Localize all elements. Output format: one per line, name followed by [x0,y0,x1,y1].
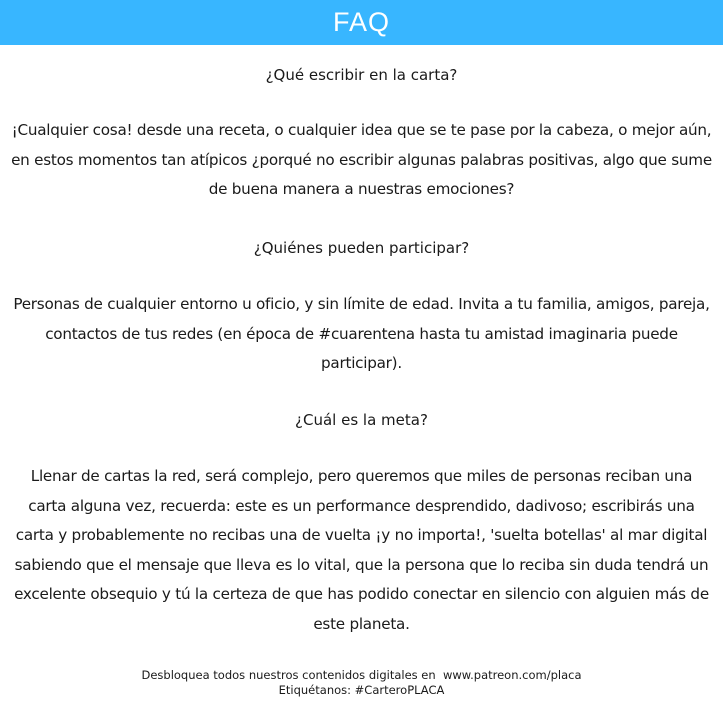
faq-header-bar [0,0,723,45]
footer-hashtag-text: Etiquétanos: #CarteroPLACA [278,683,445,697]
footer-patreon-text: Desbloquea todos nuestros contenidos digitales en www.patreon.com/placa [141,668,582,682]
page-title: FAQ [332,7,390,37]
faq-answer-3: Llenar de cartas la red, será complejo, pero queremos que miles de personas reciban una carta alguna vez, recuerda: este es un performance desprendido, dadivoso; escribirás una carta y probablemente no recibas una de vuelta ¡y no importa!, 'suelta botellas' al mar digital sabiendo que el mensaje que lleva es lo vital, que la persona que lo reciba sin duda tendrá un excelente obsequio y tú la certeza de que has podido conectar en silencio con alguien más de este planeta. [14,467,709,633]
faq-answer-2: Personas de cualquier entorno u oficio, y sin límite de edad. Invita a tu familia, amigos, pareja, contactos de tus redes (en época de #cuarentena hasta tu amistad imaginaria puede participar). [13,295,710,372]
faq-answer-1: ¡Cualquier cosa! desde una receta, o cualquier idea que se te pase por la cabeza, o mejor aún, en estos momentos tan atípicos ¿porqué no escribir algunas palabras positivas, algo que sume de buena manera a nuestras emociones? [11,121,712,198]
faq-question-3: ¿Cuál es la meta? [295,411,428,429]
faq-question-1: ¿Qué escribir en la carta? [265,66,458,84]
footer [0,668,723,698]
faq-question-2: ¿Quiénes pueden participar? [253,239,470,257]
